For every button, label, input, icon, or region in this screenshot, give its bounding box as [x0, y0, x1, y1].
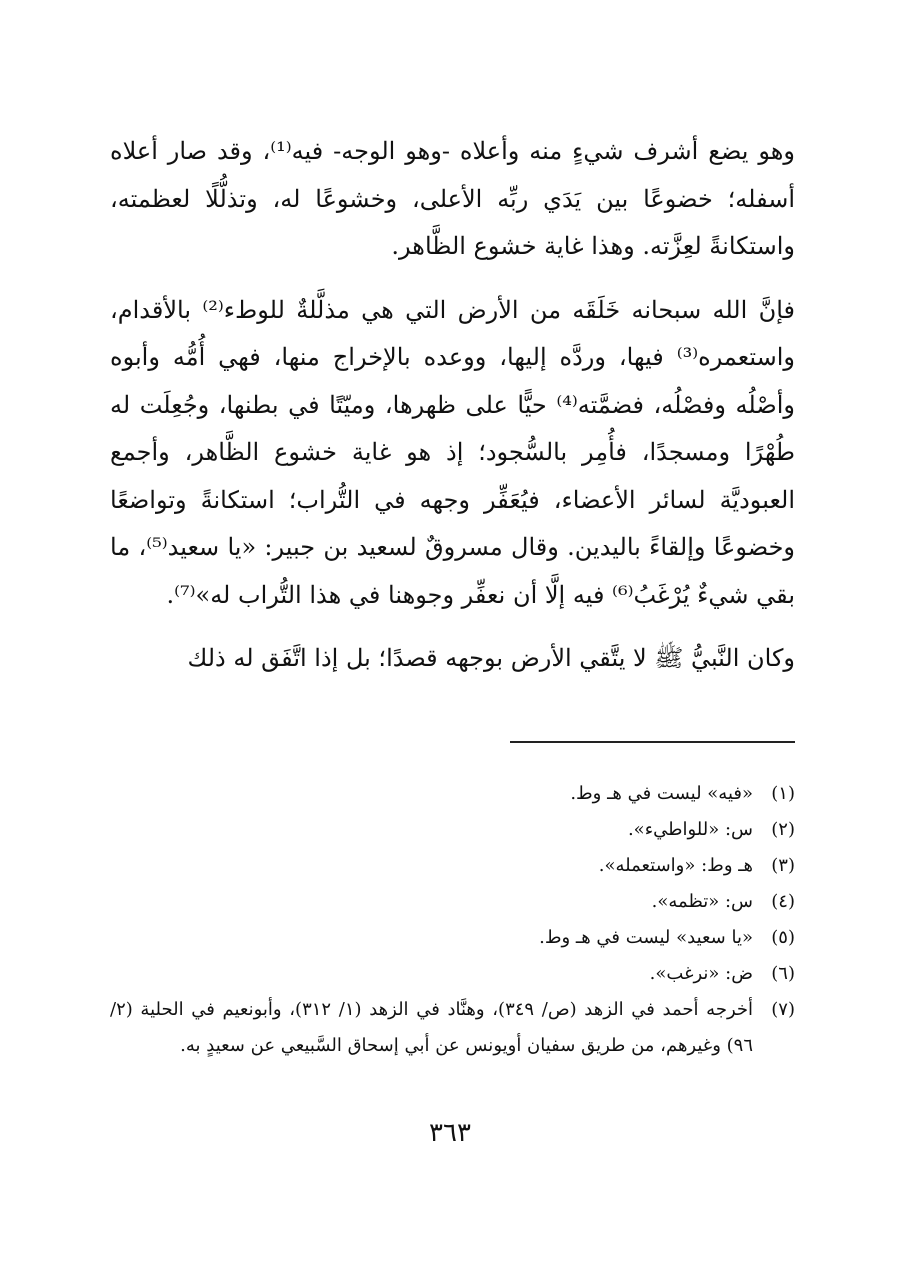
- footnote: [110, 884, 795, 920]
- footnote-text: «فيه» ليست في هـ وط.: [570, 783, 753, 804]
- footnote: [110, 992, 795, 1064]
- footnote-text: أخرجه أحمد في الزهد (ص/ ٣٤٩)، وهنَّاد في الزهد (١/ ٣١٢)، وأبونعيم في الحلية (٢/ ٩٦) وغيرهم، من طريق سفيان أويونس عن أبي إسحاق السَّبيعي عن سعيدٍ به.: [110, 999, 754, 1056]
- footnote-text: س: «للواطيء».: [627, 819, 753, 840]
- footnote-divider: [510, 741, 795, 743]
- footnote-number: (٤): [771, 891, 795, 912]
- footnote: [110, 956, 795, 992]
- footnote-number: (٣): [771, 855, 795, 876]
- footnote-text: ض: «نرغب».: [649, 963, 753, 984]
- footnote-number: (٦): [771, 963, 795, 984]
- footnote-text: س: «تظمه».: [651, 891, 753, 912]
- main-text: [110, 128, 795, 699]
- page-number: ٣٦٣: [429, 1118, 471, 1148]
- footnote-number: (٧): [771, 999, 795, 1020]
- footnotes: [110, 776, 795, 1064]
- footnote: [110, 776, 795, 812]
- footnote-number: (٢): [771, 819, 795, 840]
- footnote-number: (١): [771, 783, 795, 804]
- paragraph: وكان النَّبيُّ ﷺ لا يتَّقي الأرض بوجهه قصدًا؛ بل إذا اتَّفَق له ذلك: [187, 644, 795, 672]
- footnote: [110, 848, 795, 884]
- footnote-text: «يا سعيد» ليست في هـ وط.: [539, 927, 753, 948]
- footnote: [110, 812, 795, 848]
- paragraph: فإنَّ الله سبحانه خَلَقَه من الأرض التي هي مذلَّلةٌ للوطء⁽²⁾ بالأقدام، واستعمره⁽³⁾ فيها، وردَّه إليها، ووعده بالإخراج منها، فهي أُمُّه وأبوه وأصْلُه وفصْلُه، فضمَّته⁽⁴⁾ حيًّا على ظهرها، وميّتًا في بطنها، وجُعِلَت له طُهْرًا ومسجدًا، فأُمِر بالسُّجود؛ إذ هو غاية خشوع الظَّاهر، وأجمع العبوديَّة لسائر الأعضاء، فيُعَفِّر وجهه في التُّراب؛ استكانةً وتواضعًا وخضوعًا وإلقاءً باليدين. وقال مسروقٌ لسعيد بن جبير: «يا سعيد⁽⁵⁾، ما بقي شيءٌ يُرْغَبُ⁽⁶⁾ فيه إلَّا أن نعفِّر وجوهنا في هذا التُّراب له»⁽⁷⁾.: [110, 295, 796, 609]
- footnote: [110, 920, 795, 956]
- footnote-text: هـ وط: «واستعمله».: [598, 855, 753, 876]
- footnote-number: (٥): [771, 927, 795, 948]
- paragraph: وهو يضع أشرف شيءٍ منه وأعلاه -وهو الوجه- فيه⁽¹⁾، وقد صار أعلاه أسفله؛ خضوعًا بين يَدَي ربِّه الأعلى، وخشوعًا له، وتذلُّلًا لعظمته، واستكانةً لعِزَّته. وهذا غاية خشوع الظَّاهر.: [110, 137, 795, 260]
